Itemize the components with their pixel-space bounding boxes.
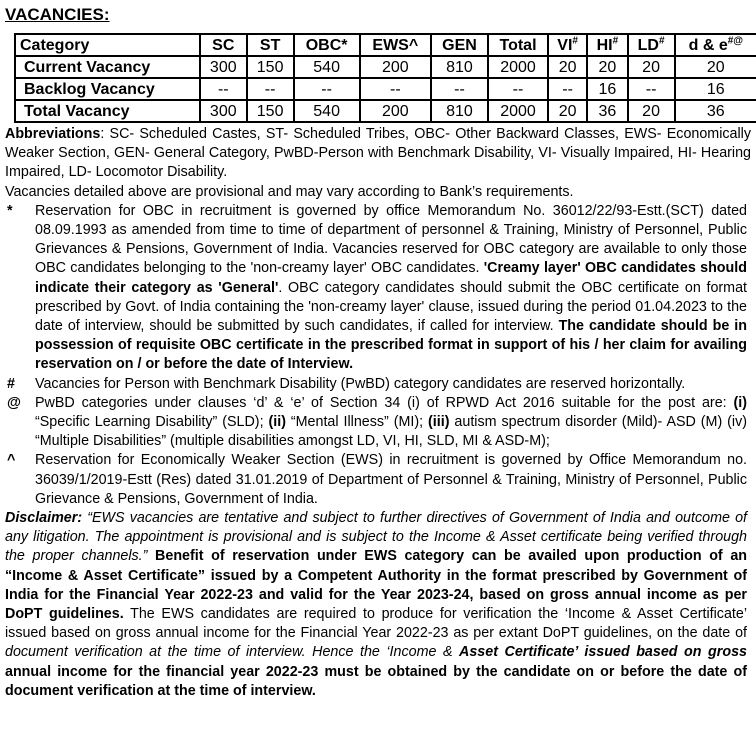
column-header-text: VI — [557, 36, 573, 54]
column-header-text: HI — [596, 36, 613, 54]
table-cell: 150 — [247, 100, 294, 122]
table-cell: 20 — [628, 100, 675, 122]
table-cell: -- — [247, 78, 294, 100]
row-label: Total Vacancy — [15, 100, 200, 122]
footnote — [5, 375, 751, 394]
text-run: Reservation for OBC in recruitment is governed by office Memorandum No. 36012/22/93-Estt.(SCT) dated 08.09.1993 as amended from time to time of department of personnel & Training, Ministry of Personnel, Public Grievances & Pensions, Government of India. Vacancies reserved for OBC category are available to only those OBC candidates belonging to the 'non-creamy layer' OBC candidates. — [35, 202, 747, 277]
footnote — [5, 202, 751, 375]
column-header — [360, 34, 431, 56]
column-header-text: EWS^ — [372, 36, 419, 54]
table-cell: 36 — [587, 100, 627, 122]
table-cell: -- — [628, 78, 675, 100]
footnote — [5, 394, 751, 452]
text-run: Disclaimer: — [5, 510, 83, 527]
text-run: “Specific Learning Disability” (SLD); — [35, 414, 269, 431]
text-run: “EWS vacancies are tentative and subject to further directives of Government of India and outcome of any litigation. The appointment is provisional and is subject to the Income & Asset certificate being verified through the proper channels.” — [5, 510, 747, 565]
table-cell: 810 — [431, 100, 488, 122]
text-run: autism spectrum disorder (Mild)- ASD (M) (iv) “Multiple Disabilities” (multiple disabilities amongst LD, VI, HI, SLD, MI & ASD-M); — [35, 414, 747, 450]
text-run: Benefit of reservation under EWS category can be availed upon production of an “Income & Asset Certificate” issued by a Competent Authority in the format prescribed by Government of India for the Financial Year 2022-23 and valid for the Year 2023-24, based on gross annual income as per DoPT guidelines. — [5, 548, 748, 623]
text-run: Reservation for Economically Weaker Section (EWS) in recruitment is governed by Office Memorandum no. 36039/1/2019-Estt (Res) dated 31.01.2019 of Department of Personnel & Training, Ministry of Personnel, Public Grievance & Pensions, Government of India. — [35, 452, 747, 507]
column-header — [294, 34, 360, 56]
text-run: The candidate should be in possession of requisite OBC certificate in the prescribed format in support of his / her claim for availing reservation on / or before the date of Interview. — [35, 318, 747, 373]
column-header — [431, 34, 488, 56]
table-cell: -- — [431, 78, 488, 100]
table-cell: 200 — [360, 56, 431, 78]
column-header — [628, 34, 675, 56]
text-run: Asset Certificate’ issued based on gross — [459, 644, 747, 661]
abbreviations-label: Abbreviations — [5, 126, 101, 142]
column-header-text: LD — [637, 36, 659, 54]
disclaimer-paragraph — [5, 509, 751, 701]
footnote-text — [35, 375, 751, 394]
table-cell: 540 — [294, 56, 360, 78]
table-cell: 16 — [587, 78, 627, 100]
footnote-text — [35, 202, 751, 375]
table-cell: -- — [200, 78, 247, 100]
table-cell: 20 — [675, 56, 756, 78]
text-run: 'Creamy layer' OBC candidates should indicate their category as 'General' — [35, 260, 747, 296]
abbreviations-text: : SC- Scheduled Castes, ST- Scheduled Tribes, OBC- Other Backward Classes, EWS- Economically Weaker Section, GEN- General Category, PwBD-Person with Benchmark Disability, VI- Visually Impaired, HI- Hearing Impaired, LD- Locomotor Disability. — [5, 126, 751, 181]
row-label: Current Vacancy — [15, 56, 200, 78]
table-cell: -- — [294, 78, 360, 100]
table-cell: 200 — [360, 100, 431, 122]
column-header — [488, 34, 548, 56]
provisional-note: Vacancies detailed above are provisional and may vary according to Bank’s requirements. — [5, 183, 574, 200]
vacancy-table — [14, 33, 756, 123]
table-cell: 300 — [200, 56, 247, 78]
column-header-text: OBC* — [305, 36, 348, 54]
column-header-text: Total — [499, 36, 537, 54]
table-cell: -- — [548, 78, 587, 100]
column-header-superscript: # — [612, 35, 619, 47]
column-header — [548, 34, 587, 56]
text-run: annual income for the financial year 2022-23 must be obtained by the candidate on or before the date of document verification at the time of interview. — [5, 663, 747, 699]
text-run: . OBC category candidates should submit the OBC certificate on format prescribed by Govt. of India containing the 'non-creamy layer' clause, issued during the period 01.04.2023 to the date of interview, should be submitted by such candidates, if called for interview. — [35, 279, 748, 335]
table-body — [15, 56, 756, 122]
table-cell: -- — [488, 78, 548, 100]
table-cell: 300 — [200, 100, 247, 122]
text-run: Vacancies for Person with Benchmark Disability (PwBD) category candidates are reserved horizontally. — [35, 375, 686, 392]
table-row — [15, 56, 756, 78]
column-header-superscript: # — [658, 35, 665, 47]
text-run: document verification at the time of interview. Hence the ‘Income & — [5, 644, 460, 661]
notes-list — [5, 202, 751, 509]
table-cell: 810 — [431, 56, 488, 78]
text-run: PwBD categories under clauses ‘d’ & ‘e’ of Section 34 (i) of RPWD Act 2016 suitable for the post are: — [35, 394, 734, 411]
column-header-text: GEN — [442, 36, 477, 54]
column-header-text: ST — [259, 36, 281, 54]
footnote-symbol: @ — [7, 394, 21, 411]
footnote-symbol: * — [7, 202, 13, 219]
column-header-text: SC — [212, 36, 235, 54]
text-run: (iii) — [428, 414, 450, 431]
text-run: “Mental Illness” (MI); — [285, 414, 429, 431]
row-label: Backlog Vacancy — [15, 78, 200, 100]
abbreviations-paragraph — [5, 125, 751, 183]
table-cell: 150 — [247, 56, 294, 78]
table-cell: 20 — [628, 56, 675, 78]
text-run: (ii) — [268, 414, 286, 431]
text-run: The EWS candidates are required to produce for verification the ‘Income & Asset Certificate’ issued based on gross annual income for the Financial Year 2022-23 as per extant DoPT guidelines, on the date of — [5, 606, 747, 642]
table-cell: 20 — [548, 56, 587, 78]
column-header-text: Category — [20, 36, 90, 54]
footnote-text — [35, 451, 751, 509]
column-header-text: d & e — [688, 36, 728, 54]
footnote — [5, 451, 751, 509]
column-header-superscript: #@ — [727, 35, 744, 47]
footnote-symbol: ^ — [7, 452, 16, 469]
column-header — [675, 34, 756, 56]
column-header — [587, 34, 627, 56]
table-cell: 20 — [587, 56, 627, 78]
table-header-row — [15, 34, 756, 56]
column-header — [15, 34, 200, 56]
table-cell: 540 — [294, 100, 360, 122]
table-cell: 36 — [675, 100, 756, 122]
table-cell: 20 — [548, 100, 587, 122]
footnote-text — [35, 394, 751, 452]
table-row — [15, 100, 756, 122]
footnote-symbol: # — [7, 375, 15, 392]
table-cell: -- — [360, 78, 431, 100]
column-header — [247, 34, 294, 56]
table-row — [15, 78, 756, 100]
text-run: (i) — [733, 394, 747, 411]
table-cell: 16 — [675, 78, 756, 100]
vacancies-heading: VACANCIES: — [5, 5, 110, 24]
column-header-superscript: # — [572, 35, 578, 47]
table-cell: 2000 — [488, 56, 548, 78]
table-cell: 2000 — [488, 100, 548, 122]
column-header — [200, 34, 247, 56]
